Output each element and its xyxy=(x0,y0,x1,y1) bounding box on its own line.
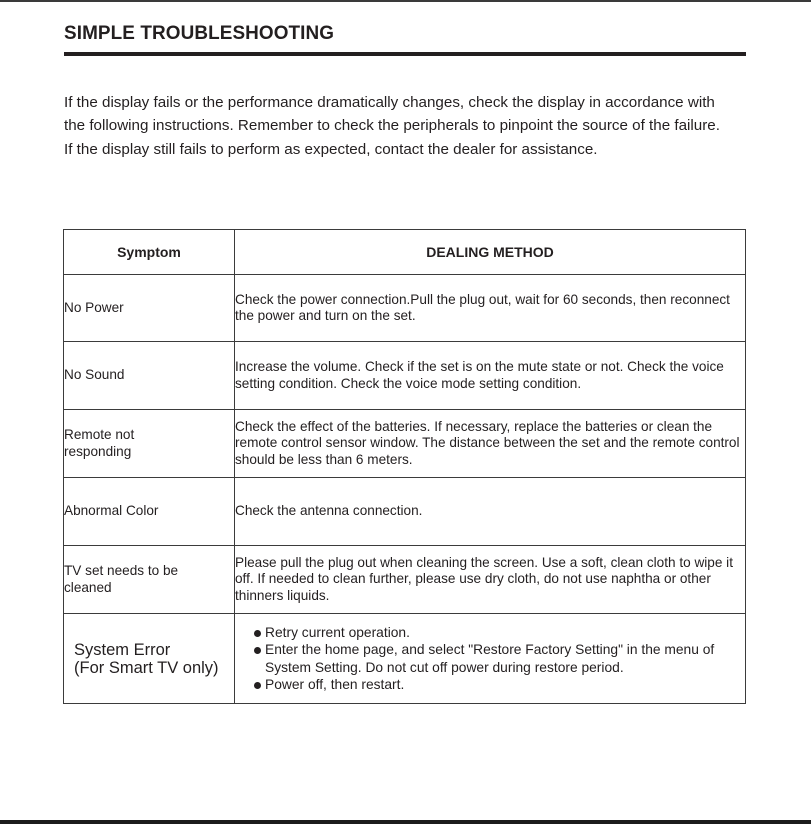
method-cell: Increase the volume. Check if the set is on the mute state or not. Check the voice setting condition. Check the voice mode setting condition. xyxy=(235,342,746,410)
bullet-text: Retry current operation. xyxy=(265,624,410,640)
symptom-line: System Error xyxy=(74,640,171,659)
troubleshooting-table xyxy=(63,229,746,704)
table-row xyxy=(64,342,746,410)
table-row xyxy=(64,478,746,546)
column-header-dealing-method: DEALING METHOD xyxy=(235,230,746,275)
page-title: SIMPLE TROUBLESHOOTING xyxy=(64,22,335,44)
table-header-row xyxy=(64,230,746,275)
method-cell: Check the power connection.Pull the plug out, wait for 60 seconds, then reconnect the power and turn on the set. xyxy=(235,275,746,342)
symptom-cell: No Sound xyxy=(64,342,235,410)
method-cell: Check the effect of the batteries. If necessary, replace the batteries or clean the remote control sensor window. The distance between the set and the remote control should be less than 6 meters. xyxy=(235,410,746,478)
top-border-rule xyxy=(0,0,811,2)
title-underline xyxy=(64,52,746,56)
symptom-cell: Abnormal Color xyxy=(64,478,235,546)
table-row xyxy=(64,614,746,704)
table-row xyxy=(64,410,746,478)
bullet-item xyxy=(253,641,745,676)
method-cell: Check the antenna connection. xyxy=(235,478,746,546)
method-cell xyxy=(235,614,746,704)
bullet-icon xyxy=(254,647,261,654)
symptom-cell: TV set needs to be cleaned xyxy=(64,546,235,614)
intro-paragraph: If the display fails or the performance dramatically changes, check the display in accordance with the following instructions. Remember to check the peripherals to pinpoint the source of the failure. If the display still fails to perform as expected, contact the dealer for assistance. xyxy=(64,94,720,158)
bullet-text: Enter the home page, and select "Restore Factory Setting" in the menu of System Setting. Do not cut off power during restore period. xyxy=(265,642,715,675)
symptom-line: (For Smart TV only) xyxy=(74,658,219,677)
table-row xyxy=(64,275,746,342)
bullet-icon xyxy=(254,630,261,637)
column-header-symptom: Symptom xyxy=(64,230,235,275)
bullet-icon xyxy=(254,682,261,689)
method-bullet-list xyxy=(253,624,745,694)
bullet-item xyxy=(253,624,745,642)
bullet-text: Power off, then restart. xyxy=(265,677,405,692)
symptom-cell: No Power xyxy=(64,275,235,342)
table-row xyxy=(64,546,746,614)
bullet-item xyxy=(253,676,745,694)
symptom-cell: Remote not responding xyxy=(64,410,235,478)
symptom-cell xyxy=(64,614,235,704)
method-cell: Please pull the plug out when cleaning the screen. Use a soft, clean cloth to wipe it off. If needed to clean further, please use dry cloth, do not use naphtha or other thinners liquids. xyxy=(235,546,746,614)
bottom-border-rule xyxy=(0,820,811,824)
